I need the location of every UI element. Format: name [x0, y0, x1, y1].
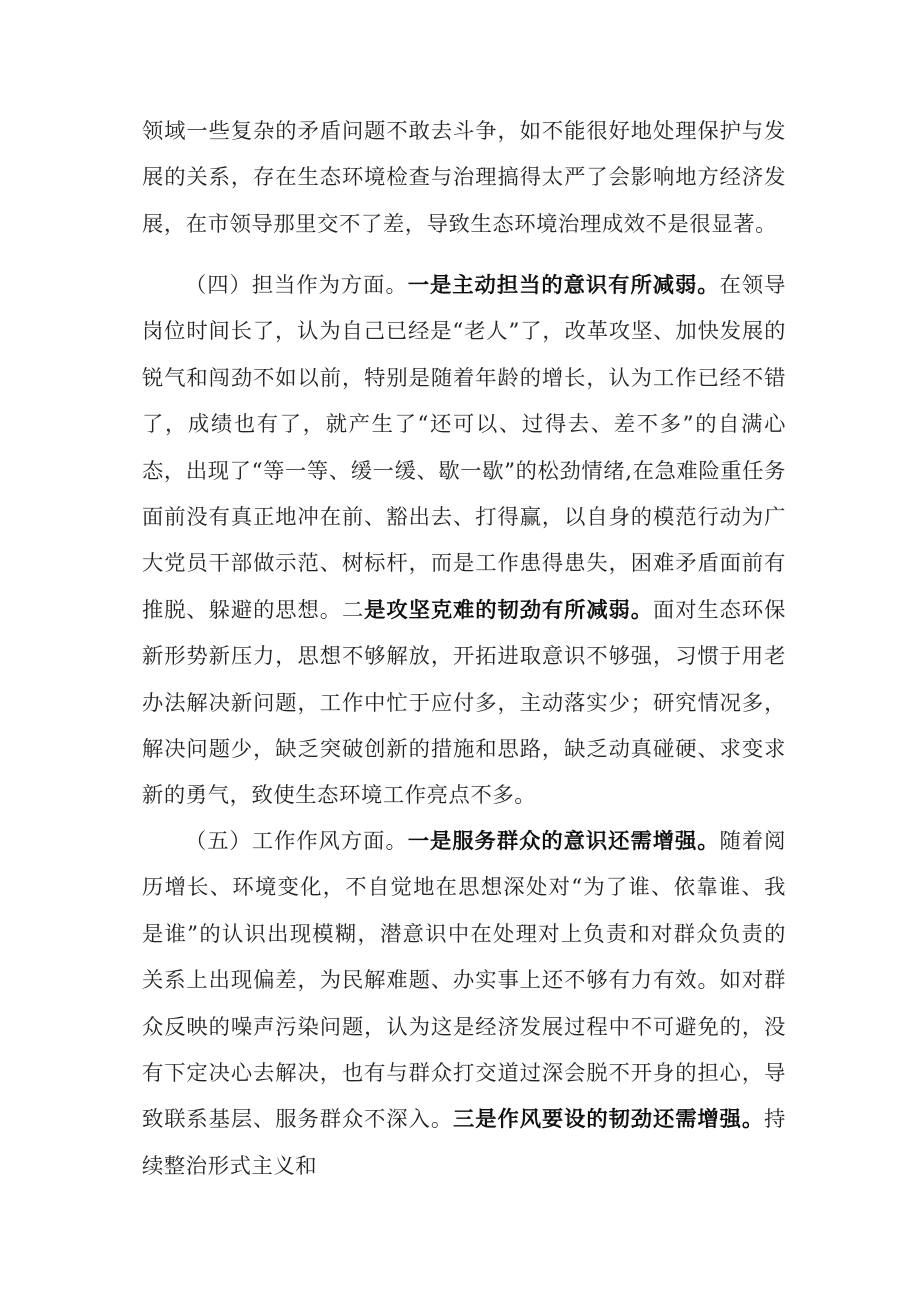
paragraph-body: 持续整治形式主义和 — [142, 1107, 786, 1179]
section-lead: （四）担当作为方面。 — [185, 273, 408, 298]
paragraph-body: 面对生态环保新形势新压力，思想不够解放，开拓进取意识不够强，习惯于用老办法解决新问题，工作中忙于应付多，主动落实少；研究情况多，解决问题少，缺乏突破创新的措施和思路，缺乏动真碰硬、求变求新的勇气，致使生态环境工作亮点不多。 — [142, 597, 786, 809]
paragraph-continuation — [142, 109, 786, 248]
paragraph-body: 随着阅历增长、环境变化，不自觉地在思想深处对“为了谁、依靠谁、我是谁”的认识出现模糊，潜意识中在处理对上负责和对群众负责的关系上出现偏差，为民解难题、办实事上还不够有力有效。如对群众反映的噪声污染问题，认为这是经济发展过程中不可避免的，没有下定决心去解决，也有与群众打交道过深会脱不开身的担心，导致联系基层、服务群众不深入。 — [142, 829, 786, 1133]
paragraph-body: 在领导岗位时间长了，认为自己已经是“老人”了，改革攻坚、加快发展的锐气和闯劲不如以前，特别是随着年龄的增长，认为工作已经不错了，成绩也有了，就产生了“还可以、过得去、差不多”的自满心态，出现了“等一等、缓一缓、歇一歇”的松劲情绪,在急难险重任务面前没有真正地冲在前、豁出去、打得赢，以自身的模范行动为广大党员干部做示范、树标杆，而是工作患得患失，困难矛盾面前有推脱、躲避的思想。二 — [142, 273, 786, 623]
section-lead: （五）工作作风方面。 — [185, 829, 408, 854]
bold-heading: 三是作风要设的韧劲还需增强。 — [453, 1107, 765, 1133]
paragraph-text: 领域一些复杂的矛盾问题不敢去斗争，如不能很好地处理保护与发展的关系，存在生态环境检查与治理搞得太严了会影响地方经济发展，在市领导那里交不了差，导致生态环境治理成效不是很显著。 — [142, 119, 786, 237]
bold-heading: 是攻坚克难的韧劲有所减弱。 — [364, 597, 653, 623]
paragraph-responsibility — [142, 263, 786, 820]
bold-heading: 一是主动担当的意识有所减弱。 — [407, 273, 720, 298]
bold-heading: 一是服务群众的意识还需增强。 — [407, 829, 720, 854]
paragraph-work-style — [142, 819, 786, 1190]
